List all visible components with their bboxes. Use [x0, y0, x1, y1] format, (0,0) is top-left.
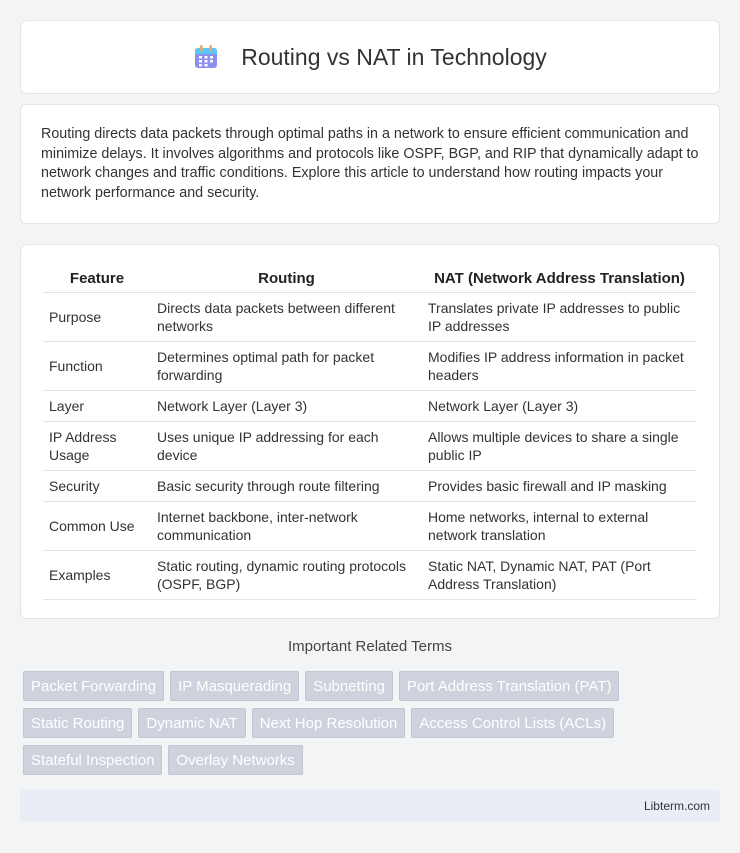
row-routing: Directs data packets between different networks [151, 293, 422, 342]
page-title: Routing vs NAT in Technology [241, 43, 547, 70]
row-nat: Network Layer (Layer 3) [422, 391, 697, 422]
term-tag[interactable]: Packet Forwarding [23, 671, 164, 701]
table-row [43, 422, 697, 471]
term-tag[interactable]: Dynamic NAT [138, 708, 245, 738]
row-nat: Provides basic firewall and IP masking [422, 471, 697, 502]
header-routing: Routing [151, 265, 422, 293]
header-nat: NAT (Network Address Translation) [422, 265, 697, 293]
table-row [43, 342, 697, 391]
title-card [20, 20, 720, 94]
row-routing: Determines optimal path for packet forwarding [151, 342, 422, 391]
row-feature: IP Address Usage [43, 422, 151, 471]
calendar-icon [193, 44, 219, 70]
term-tag[interactable]: Subnetting [305, 671, 393, 701]
table-row [43, 502, 697, 551]
term-tag[interactable]: Next Hop Resolution [252, 708, 406, 738]
intro-text: Routing directs data packets through optimal paths in a network to ensure efficient communication and minimize delays. It involves algorithms and protocols like OSPF, BGP, and RIP that dynamically adapt to network changes and traffic conditions. Explore this article to understand how routing impacts your network performance and security. [41, 126, 699, 201]
row-routing: Network Layer (Layer 3) [151, 391, 422, 422]
term-tag[interactable]: Static Routing [23, 708, 132, 738]
row-feature: Common Use [43, 502, 151, 551]
row-feature: Layer [43, 391, 151, 422]
row-nat: Home networks, internal to external network translation [422, 502, 697, 551]
related-terms-title: Important Related Terms [288, 638, 452, 655]
table-row [43, 471, 697, 502]
row-nat: Modifies IP address information in packet headers [422, 342, 697, 391]
row-nat: Static NAT, Dynamic NAT, PAT (Port Address Translation) [422, 551, 697, 600]
header-feature: Feature [43, 265, 151, 293]
row-routing: Uses unique IP addressing for each device [151, 422, 422, 471]
row-nat: Translates private IP addresses to public IP addresses [422, 293, 697, 342]
term-tag[interactable]: Port Address Translation (PAT) [399, 671, 620, 701]
table-row [43, 391, 697, 422]
row-routing: Basic security through route filtering [151, 471, 422, 502]
table-row [43, 551, 697, 600]
intro-card [20, 104, 720, 224]
row-feature: Examples [43, 551, 151, 600]
row-feature: Security [43, 471, 151, 502]
table-header-row [43, 265, 697, 293]
row-routing: Static routing, dynamic routing protocols (OSPF, BGP) [151, 551, 422, 600]
term-tag[interactable]: Access Control Lists (ACLs) [411, 708, 614, 738]
footer-brand[interactable]: Libterm.com [643, 799, 710, 813]
term-tag[interactable]: Overlay Networks [168, 745, 302, 775]
row-routing: Internet backbone, inter-network communication [151, 502, 422, 551]
table-row [43, 293, 697, 342]
comparison-card [20, 244, 720, 619]
row-nat: Allows multiple devices to share a single public IP [422, 422, 697, 471]
term-tag[interactable]: IP Masquerading [170, 671, 299, 701]
term-tag[interactable]: Stateful Inspection [23, 745, 162, 775]
row-feature: Function [43, 342, 151, 391]
comparison-table [43, 265, 697, 600]
footer [20, 790, 720, 822]
row-feature: Purpose [43, 293, 151, 342]
related-terms-list [23, 671, 723, 775]
